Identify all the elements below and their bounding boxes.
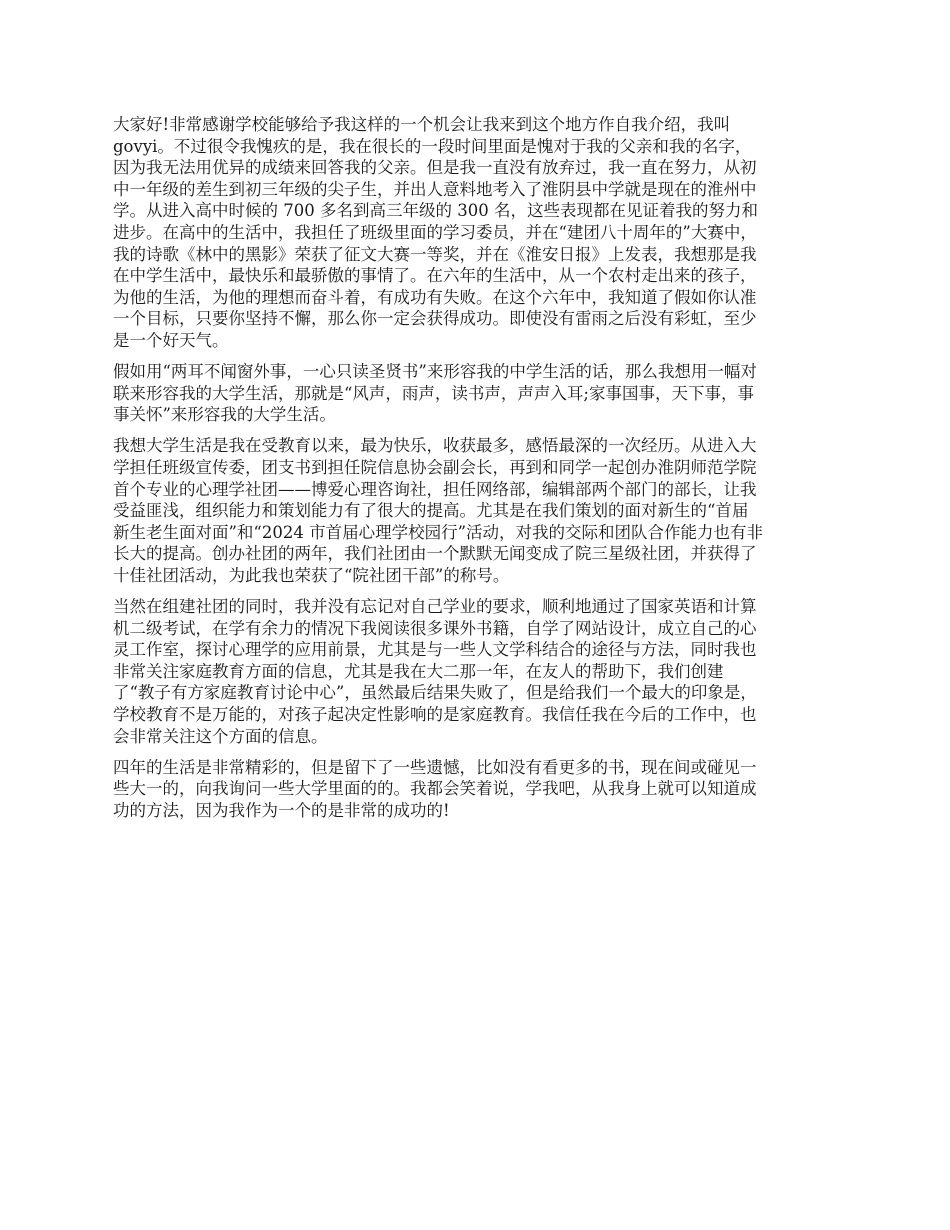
text-line: 事关怀”来形容我的大学生活。 <box>113 405 336 425</box>
text-line: 首个专业的心理学社团——博爱心理咨询社，担任网络部，编辑部两个部门的部长，让我 <box>113 479 757 499</box>
text-line: 一个目标，只要你坚持不懈，那么你一定会获得成功。即使没有雷雨之后没有彩虹，至少 <box>113 309 757 329</box>
text-line: 联来形容我的大学生活，那就是“风声，雨声，读书声，声声入耳;家事国事，天下事，事 <box>113 383 754 403</box>
text-line: 大家好!非常感谢学校能够给予我这样的一个机会让我来到这个地方作自我介绍，我叫 <box>113 115 731 134</box>
text-line: 会非常关注这个方面的信息。 <box>113 726 328 746</box>
paragraph <box>113 114 841 352</box>
text-line: 十佳社团活动，为此我也荣获了“院社团干部”的称号。 <box>113 565 510 585</box>
text-line: 在中学生活中，最快乐和最骄傲的事情了。在六年的生活中，从一个农村走出来的孩子， <box>113 266 757 286</box>
text-line: 四年的生活是非常精彩的，但是留下了一些遗憾，比如没有看更多的书，现在间或碰见一 <box>113 757 757 777</box>
paragraph <box>113 435 841 586</box>
text-line: 因为我无法用优异的成绩来回答我的父亲。但是我一直没有放弃过，我一直在努力，从初 <box>113 158 757 178</box>
text-line: 了“教子有方家庭教育讨论中心”，虽然最后结果失败了，但是给我们一个最大的印象是， <box>113 683 757 703</box>
text-line: 受益匪浅，组织能力和策划能力有了很大的提高。尤其是在我们策划的面对新生的“首届 <box>113 501 749 521</box>
text-line: 当然在组建社团的同时，我并没有忘记对自己学业的要求，顺利地通过了国家英语和计算 <box>113 596 757 616</box>
text-line: govyi。不过很令我愧疚的是，我在很长的一段时间里面是愧对于我的父亲和我的名字， <box>113 136 752 156</box>
text-line: 机二级考试，在学有余力的情况下我阅读很多课外书籍，自学了网站设计，成立自己的心 <box>113 618 757 638</box>
text-line: 我想大学生活是我在受教育以来，最为快乐，收获最多，感悟最深的一次经历。从进入大 <box>113 436 757 456</box>
text-line: 些大一的，向我询问一些大学里面的的。我都会笑着说，学我吧，从我身上就可以知道成 <box>113 779 757 799</box>
text-line: 学校教育不是万能的，对孩子起决定性影响的是家庭教育。我信任我在今后的工作中，也 <box>113 704 757 724</box>
text-line: 新生老生面对面”和“2024 市首届心理学校园行”活动，对我的交际和团队合作能力也有非 <box>113 522 764 542</box>
text-line: 为他的生活，为他的理想而奋斗着，有成功有失败。在这个六年中，我知道了假如你认准 <box>113 287 757 307</box>
text-line: 我的诗歌《林中的黑影》荣获了征文大赛一等奖，并在《淮安日报》上发表，我想那是我 <box>113 244 757 264</box>
paragraph <box>113 757 841 822</box>
text-line: 功的方法，因为我作为一个的是非常的成功的! <box>113 800 450 820</box>
text-line: 学担任班级宣传委，团支书到担任院信息协会副会长，再到和同学一起创办淮阴师范学院 <box>113 457 757 477</box>
text-line: 长大的提高。创办社团的两年，我们社团由一个默默无闻变成了院三星级社团，并获得了 <box>113 544 757 564</box>
text-line: 非常关注家庭教育方面的信息，尤其是我在大二那一年，在友人的帮助下，我们创建 <box>113 661 724 681</box>
text-line: 是一个好天气。 <box>113 330 229 350</box>
paragraph <box>113 361 841 426</box>
document-body <box>113 114 841 831</box>
paragraph <box>113 596 841 747</box>
text-line: 假如用“两耳不闻窗外事，一心只读圣贤书”来形容我的中学生活的话，那么我想用一幅对 <box>113 362 757 382</box>
text-line: 进步。在高中的生活中，我担任了班级里面的学习委员，并在“建团八十周年的”大赛中， <box>113 222 757 242</box>
text-line: 中一年级的差生到初三年级的尖子生，并出人意料地考入了淮阴县中学就是现在的淮州中 <box>113 179 757 199</box>
text-line: 学。从进入高中时候的 700 多名到高三年级的 300 名，这些表现都在见证着我的努力和 <box>113 201 758 221</box>
text-line: 灵工作室，探讨心理学的应用前景，尤其是与一些人文学科结合的途径与方法，同时我也 <box>113 640 757 660</box>
